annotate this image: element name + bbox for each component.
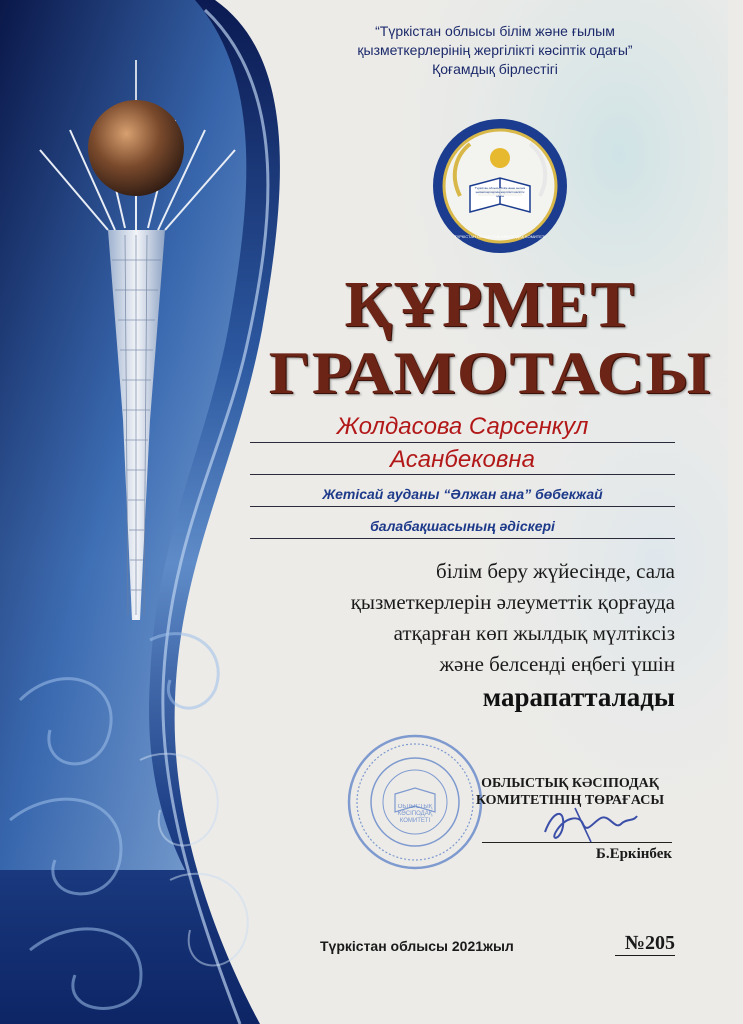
signatory-title-line: КОМИТЕТІНІҢ ТӨРАҒАСЫ <box>475 793 665 808</box>
emblem-ring-text: ТҮРКІСТАН ОБЛЫСТЫҚ КӘСІПОДАҚ КОМИТЕТІ <box>454 234 546 239</box>
place-and-year: Түркістан облысы 2021жыл <box>320 938 514 954</box>
recipient-name-line-2: Асанбековна <box>250 446 675 475</box>
header-line: “Түркістан облысы білім және ғылым <box>375 23 615 39</box>
header-line: қызметкерлерінің жергілікті кәсіптік одағы” <box>357 42 633 58</box>
official-seal-icon <box>345 732 485 872</box>
certificate-number: №205 <box>615 932 675 956</box>
citation-line: атқарған көп жылдық мүлтіксіз <box>393 621 675 645</box>
signatory-title-line: ОБЛЫСТЫҚ КӘСІПОДАҚ <box>481 776 659 791</box>
title-line-1: ҚҰРМЕТ <box>344 268 636 341</box>
recipient-name-line-1: Жолдасова Сарсенкул <box>250 412 675 443</box>
recipient-org-line-2: балабақшасының әдіскері <box>250 514 675 539</box>
citation-line: білім беру жүйесінде, сала <box>436 559 675 583</box>
signature-line <box>482 842 672 843</box>
award-word: марапатталады <box>482 682 675 712</box>
citation-line: және белсенді еңбегі үшін <box>439 652 675 676</box>
seal-center-text: ОБЛЫСТЫҚ КӘСІПОДАҚ КОМИТЕТІ <box>397 804 433 824</box>
header-line: Қоғамдық бірлестігі <box>432 61 558 77</box>
title-line-2: ГРАМОТАСЫ <box>268 340 712 406</box>
citation-text <box>260 556 675 680</box>
emblem-text: Түркістан облысы білім және ғылым қызметкерлерінің жергілікті кәсіптік одағы <box>474 186 526 198</box>
recipient-org-line-1: Жетісай ауданы “Әлжан ана” бөбекжай <box>250 482 675 507</box>
signatory-name: Б.Еркінбек <box>595 846 672 862</box>
organization-header <box>300 22 690 79</box>
citation-line: қызметкерлерін әлеуметтік қорғауда <box>350 590 675 614</box>
